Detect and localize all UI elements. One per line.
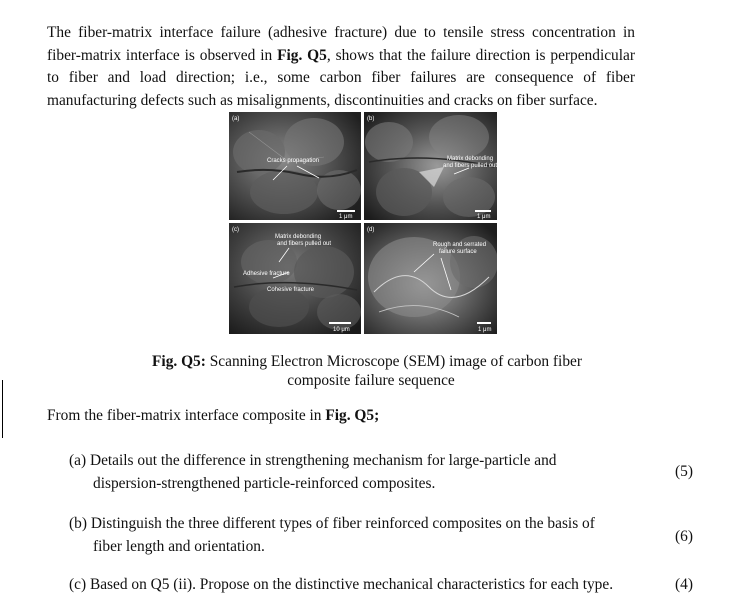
caption-line-2: composite failure sequence bbox=[287, 372, 455, 389]
panel-d-tag: (d) bbox=[367, 227, 375, 233]
question-a-label: (a) bbox=[69, 452, 87, 469]
panel-c-label-4: Cohesive fracture bbox=[267, 287, 315, 293]
question-c-marks: (4) bbox=[675, 576, 693, 593]
caption-line-1: Scanning Electron Microscope (SEM) image of carbon fiber bbox=[205, 353, 582, 370]
question-b-marks: (6) bbox=[675, 528, 693, 545]
sem-panel-b bbox=[364, 112, 497, 220]
sem-panel-a bbox=[229, 112, 361, 220]
paragraph-text-start: The fiber-matrix interface failure (adhesive fracture) due to tensile stress concentration in fiber-matrix interface is observed in bbox=[47, 24, 635, 64]
panel-c-label-2: and fibers pulled out bbox=[277, 241, 332, 247]
panel-a-scale: 1 μm bbox=[339, 214, 353, 220]
sem-panel-d bbox=[364, 223, 497, 334]
question-b bbox=[69, 512, 637, 558]
question-a bbox=[69, 449, 637, 495]
panel-b-label-1: Matrix debonding bbox=[447, 156, 494, 162]
sem-figure bbox=[229, 112, 497, 334]
question-b-text: Distinguish the three different types of fiber reinforced composites on the basis of bbox=[90, 515, 595, 532]
panel-d-label-2: failure surface bbox=[439, 249, 477, 255]
question-b-label: (b) bbox=[69, 515, 87, 532]
figure-caption bbox=[117, 352, 617, 390]
panel-b-scale: 1 μm bbox=[477, 214, 491, 220]
panel-c-scale: 10 μm bbox=[333, 327, 350, 333]
question-a-marks: (5) bbox=[675, 463, 693, 480]
question-b-line-1 bbox=[69, 512, 637, 535]
panel-b-label-2: and fibers pulled out bbox=[443, 163, 497, 169]
caption-label: Fig. Q5: bbox=[152, 353, 206, 370]
panel-b-tag: (b) bbox=[367, 116, 375, 122]
questions-intro bbox=[47, 406, 379, 426]
question-b-line-2: fiber length and orientation. bbox=[93, 538, 265, 555]
intro-paragraph bbox=[47, 22, 635, 112]
panel-d-scale: 1 μm bbox=[478, 327, 492, 333]
panel-c-tag: (c) bbox=[232, 227, 239, 233]
question-c-text: Based on Q5 (ii). Propose on the distinctive mechanical characteristics for each type. bbox=[89, 576, 614, 593]
figure-reference: Fig. Q5 bbox=[277, 46, 327, 64]
panel-a-tag: (a) bbox=[232, 116, 240, 122]
question-a-line-1 bbox=[69, 449, 637, 472]
question-a-text: Details out the difference in strengthening mechanism for large-particle and bbox=[89, 452, 557, 469]
intro-figure-reference: Fig. Q5; bbox=[325, 407, 380, 424]
question-c-line-1 bbox=[69, 573, 637, 596]
panel-a-label: Cracks propagation bbox=[267, 158, 320, 164]
question-c-label: (c) bbox=[69, 576, 87, 593]
panel-c-label-1: Matrix debonding bbox=[275, 234, 322, 240]
question-c bbox=[69, 573, 637, 596]
panel-d-label-1: Rough and serrated bbox=[433, 242, 487, 248]
panel-c-label-3: Adhesive fracture bbox=[243, 271, 290, 277]
intro-text: From the fiber-matrix interface composite in bbox=[47, 407, 326, 424]
question-a-line-2: dispersion-strengthened particle-reinforced composites. bbox=[93, 475, 436, 492]
margin-bar bbox=[2, 380, 3, 438]
paragraph-text-end: , shows that the failure direction is perpendicular to fiber and load direction; i.e., some carbon fiber failures are consequence of fiber manufacturing defects such as misalignments, discontinuities and cracks on fiber surface. bbox=[47, 46, 635, 109]
sem-panel-c bbox=[229, 223, 361, 334]
